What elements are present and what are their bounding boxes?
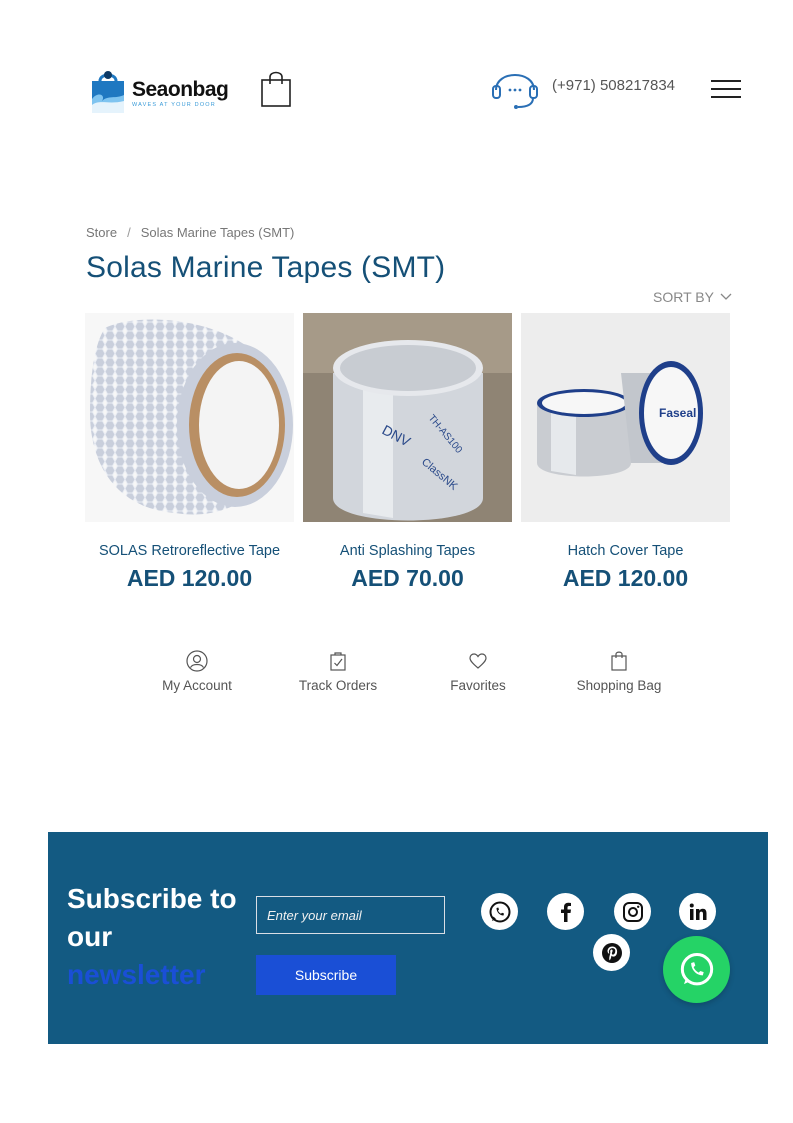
newsletter-heading-highlight: newsletter	[67, 959, 206, 990]
breadcrumb-separator: /	[127, 225, 131, 240]
product-image[interactable]	[521, 313, 730, 522]
svg-text:DNV: DNV	[379, 421, 414, 450]
hamburger-menu-icon[interactable]	[711, 80, 741, 100]
product-price: AED 120.00	[562, 565, 689, 591]
logo-mark-icon	[88, 69, 128, 117]
product-name[interactable]: SOLAS Retroreflective Tape	[98, 543, 281, 559]
track-orders-icon	[328, 650, 348, 672]
svg-text:TH-AS100: TH-AS100	[425, 412, 465, 456]
breadcrumb-current: Solas Marine Tapes (SMT)	[140, 225, 295, 240]
phone-number[interactable]: (+971) 508217834	[552, 77, 676, 94]
whatsapp-link[interactable]	[481, 893, 518, 930]
product-price: AED 70.00	[351, 565, 464, 591]
my-account-link[interactable]	[137, 650, 257, 693]
breadcrumb	[86, 225, 294, 240]
facebook-link[interactable]	[547, 893, 584, 930]
product-card[interactable]	[303, 313, 512, 592]
newsletter-heading-text: Subscribe to our	[67, 883, 237, 952]
instagram-icon	[621, 900, 645, 924]
product-name[interactable]: Hatch Cover Tape	[567, 543, 684, 559]
my-account-label: My Account	[162, 678, 232, 693]
pinterest-link[interactable]	[593, 934, 630, 971]
headset-icon[interactable]	[490, 66, 540, 110]
logo-name: Seaonbag	[132, 77, 229, 101]
linkedin-link[interactable]	[679, 893, 716, 930]
track-orders-link[interactable]	[278, 650, 398, 693]
svg-text:ClassNK: ClassNK	[419, 456, 460, 493]
site-logo[interactable]	[88, 68, 240, 118]
pinterest-icon	[600, 941, 624, 965]
chevron-down-icon	[720, 293, 732, 301]
shopping-bag-label: Shopping Bag	[576, 678, 662, 693]
page-title: Solas Marine Tapes (SMT)	[86, 251, 446, 284]
instagram-link[interactable]	[614, 893, 651, 930]
shopping-bag-icon[interactable]	[260, 70, 292, 108]
logo-tagline: WAVES AT YOUR DOOR	[132, 101, 216, 108]
product-image[interactable]	[303, 313, 512, 522]
newsletter-footer	[48, 832, 768, 1044]
favorites-link[interactable]	[418, 650, 538, 693]
email-field[interactable]	[256, 896, 445, 934]
newsletter-heading	[67, 880, 247, 994]
whatsapp-icon	[488, 900, 512, 924]
linkedin-icon	[687, 901, 709, 923]
track-orders-label: Track Orders	[298, 678, 378, 693]
sort-by-label: SORT BY	[653, 289, 714, 305]
subscribe-button[interactable]: Subscribe	[256, 955, 396, 995]
shopping-bag-link[interactable]	[559, 650, 679, 693]
breadcrumb-store-link[interactable]: Store	[86, 225, 118, 240]
whatsapp-icon	[677, 950, 717, 990]
favorites-label: Favorites	[450, 678, 506, 693]
heart-icon	[468, 650, 488, 672]
product-name[interactable]: Anti Splashing Tapes	[339, 543, 476, 559]
product-card[interactable]	[521, 313, 730, 592]
svg-text:Faseal: Faseal	[659, 406, 697, 420]
facebook-icon	[554, 900, 578, 924]
product-card[interactable]	[85, 313, 294, 592]
user-icon	[186, 650, 208, 672]
product-image[interactable]	[85, 313, 294, 522]
bag-icon	[609, 650, 629, 672]
whatsapp-chat-button[interactable]	[663, 936, 730, 1003]
product-price: AED 120.00	[126, 565, 253, 591]
sort-by-dropdown[interactable]	[653, 289, 732, 305]
